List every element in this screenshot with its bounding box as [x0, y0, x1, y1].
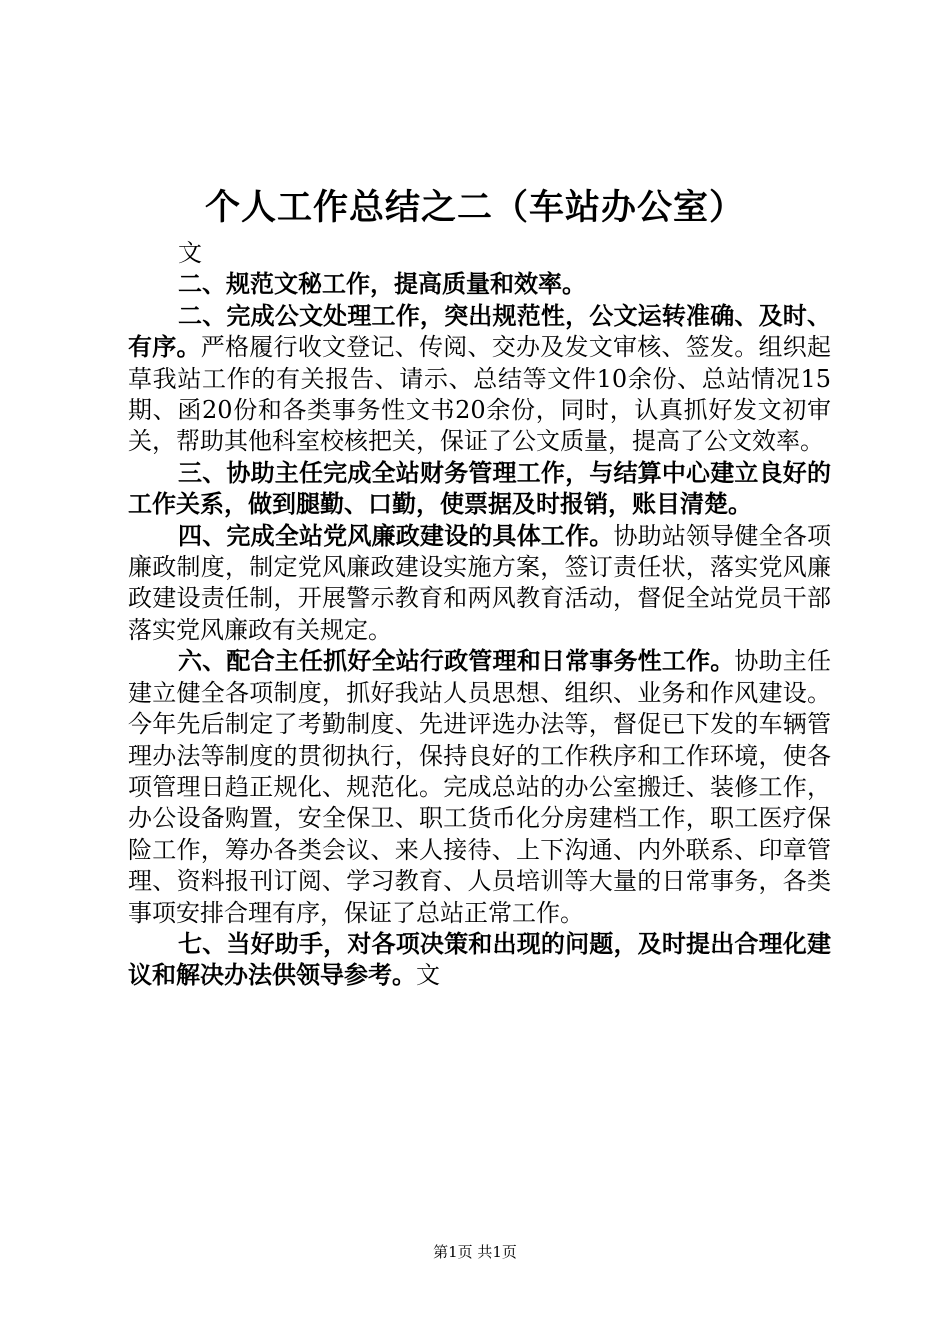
paragraph-5-body: 协助站领导健全各项廉政制度，制定党风廉政建设实施方案，签订责任状，落实党风廉政建设责任制，开展警示教育和两风教育活动，督促全站党员干部落实党风廉政有关规定。 — [128, 521, 832, 644]
paragraph-5 — [128, 521, 831, 647]
paragraph-6-lead: 六、配合主任抓好全站行政管理和日常事务性工作。 — [178, 647, 735, 676]
paragraph-6 — [128, 646, 831, 929]
paragraph-6-body: 协助主任建立健全各项制度，抓好我站人员思想、组织、业务和作风建设。今年先后制定了考勤制度、先进评选办法等，督促已下发的车辆管理办法等制度的贯彻执行，保持良好的工作秩序和工作环境，使各项管理日趋正规化、规范化。完成总站的办公室搬迁、装修工作，办公设备购置，安全保卫、职工货币化分房建档工作，职工医疗保险工作，筹办各类会议、来人接待、上下沟通、内外联系、印章管理、资料报刊订阅、学习教育、人员培训等大量的日常事务，各类事项安排合理有序，保证了总站正常工作。 — [128, 647, 831, 927]
paragraph-2 — [128, 269, 831, 300]
paragraph-4 — [128, 458, 831, 521]
paragraph-5-lead: 四、完成全站党风廉政建设的具体工作。 — [178, 521, 614, 550]
paragraph-2-lead: 二、规范文秘工作，提高质量和效率。 — [178, 270, 586, 299]
document-title: 个人工作总结之二（车站办公室） — [204, 188, 745, 228]
page-number-footer: 第1页 共1页 — [433, 1243, 517, 1261]
paragraph-3-body: 严格履行收文登记、传阅、交办及发文审核、签发。组织起草我站工作的有关报告、请示、总结等文件10余份、总站情况15期、函20份和各类事务性文书20余份，同时，认真抓好发文初审关，帮助其他科室校核把关，保证了公文质量，提高了公文效率。 — [128, 333, 831, 456]
paragraph-7-lead: 七、当好助手，对各项决策和出现的问题，及时提出合理化建议和解决办法供领导参考。 — [128, 929, 831, 990]
paragraph-7 — [128, 929, 831, 992]
document-body — [128, 238, 831, 992]
paragraph-1-body: 文 — [178, 239, 202, 267]
paragraph-4-lead: 三、协助主任完成全站财务管理工作，与结算中心建立良好的工作关系，做到腿勤、口勤，使票据及时报销，账目清楚。 — [128, 458, 831, 519]
paragraph-3-lead: 二、完成公文处理工作，突出规范性，公文运转准确、及时、有序。 — [128, 301, 831, 362]
paragraph-3 — [128, 301, 831, 458]
paragraph-7-body: 文 — [416, 961, 440, 990]
paragraph-1 — [128, 238, 831, 269]
